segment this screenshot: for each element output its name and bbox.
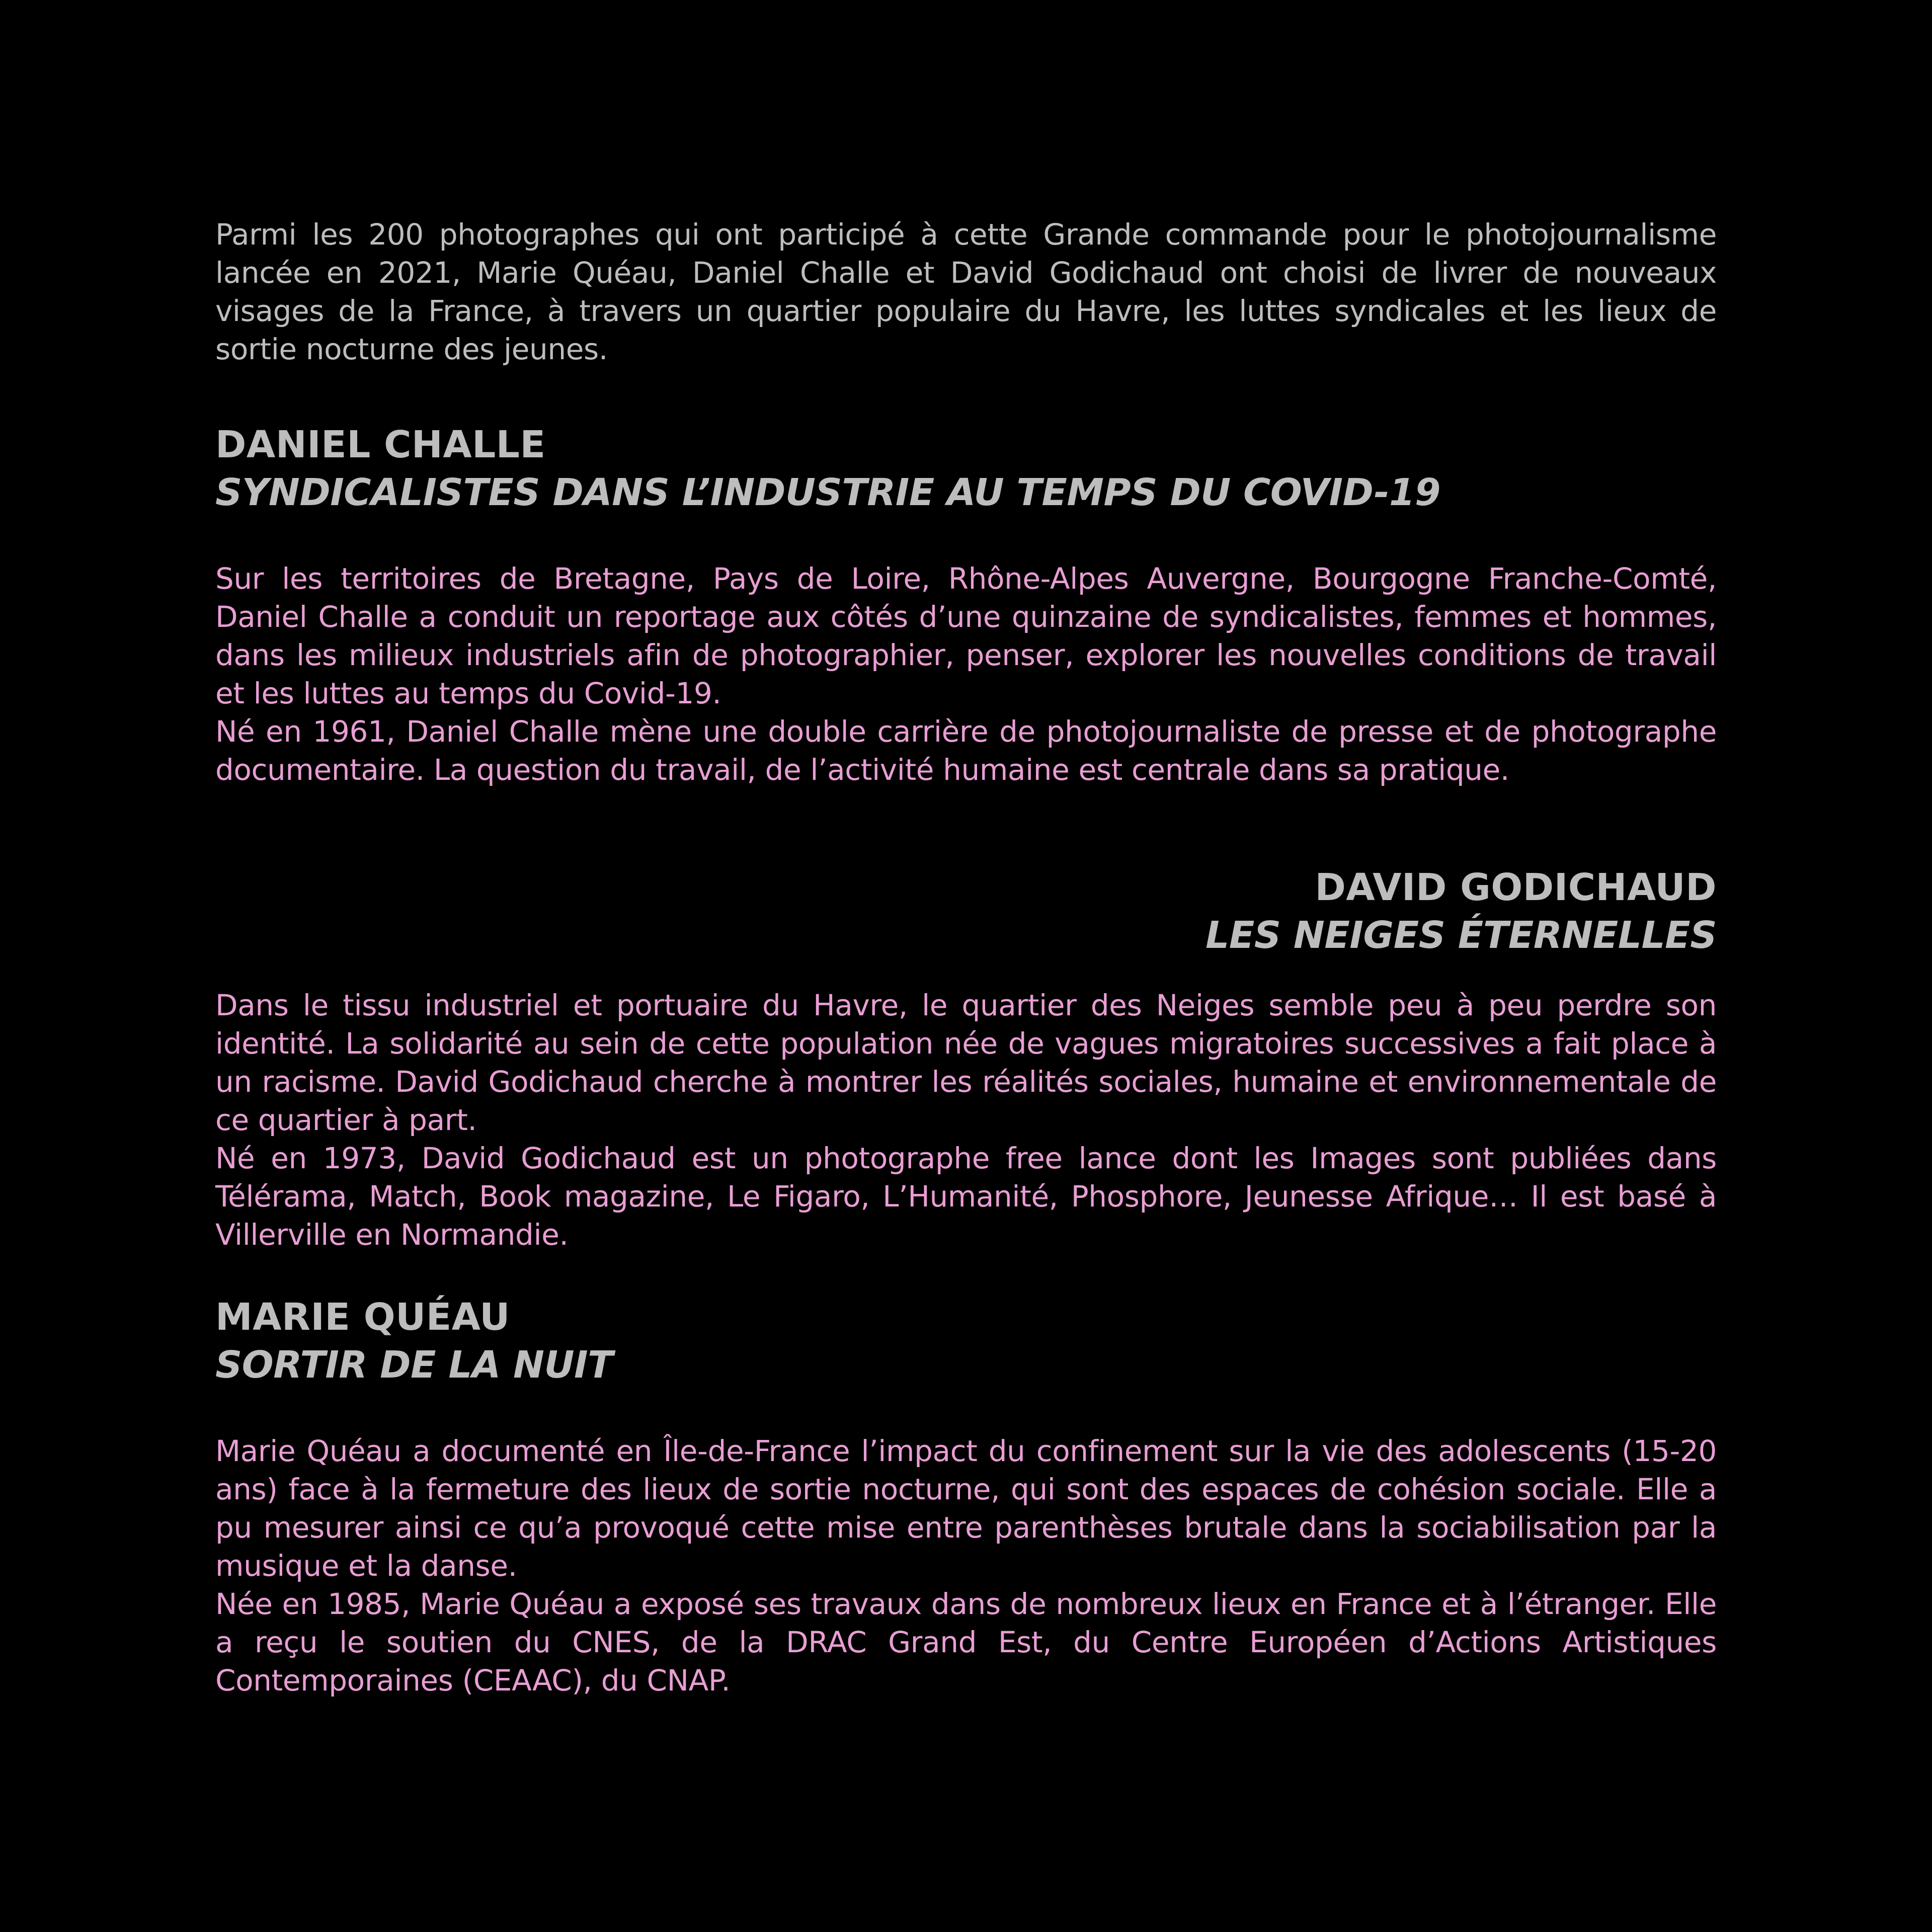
- section-marie-queau: [215, 1294, 1717, 1700]
- section-david-godichaud: [215, 864, 1717, 1254]
- section-daniel-challe: [215, 422, 1717, 789]
- description-paragraph: Sur les territoires de Bretagne, Pays de Loire, Rhône-Alpes Auvergne, Bourgogne Franche-Comté, Daniel Challe a conduit un reportage aux côtés d’une quinzaine de syndicalistes, femmes et hommes, dans les milieux industriels afin de photographier, penser, explorer les nouvelles conditions de travail et les luttes au temps du Covid-19.: [215, 561, 1717, 710]
- project-title: SORTIR DE LA NUIT: [215, 1343, 613, 1387]
- section-body: [215, 986, 1717, 1254]
- section-body: [215, 1432, 1717, 1700]
- biography-paragraph: Né en 1961, Daniel Challe mène une double carrière de photojournaliste de presse et de photographe documentaire. La question du travail, de l’activité humaine est centrale dans sa pratique.: [215, 714, 1717, 787]
- project-title: SYNDICALISTES DANS L’INDUSTRIE AU TEMPS DU COVID-19: [215, 471, 1440, 514]
- project-title: LES NEIGES ÉTERNELLES: [1205, 914, 1717, 957]
- description-paragraph: Marie Quéau a documenté en Île-de-France l’impact du confinement sur la vie des adolescents (15-20 ans) face à la fermeture des lieux de sortie nocturne, qui sont des espaces de cohésion sociale. Elle a pu mesurer ainsi ce qu’a provoqué cette mise entre parenthèses brutale dans la sociabilisation par la musique et la danse.: [215, 1434, 1717, 1583]
- intro-paragraph: Parmi les 200 photographes qui ont participé à cette Grande commande pour le photojournalisme lancée en 2021, Marie Quéau, Daniel Challe et David Godichaud ont choisi de livrer de nouveaux visages de la France, à travers un quartier populaire du Havre, les luttes syndicales et les lieux de sortie nocturne des jeunes.: [215, 217, 1717, 366]
- section-body: [215, 559, 1717, 789]
- biography-paragraph: Né en 1973, David Godichaud est un photographe free lance dont les Images sont publiées dans Télérama, Match, Book magazine, Le Figaro, L’Humanité, Phosphore, Jeunesse Afrique… Il est basé à Villerville en Normandie.: [215, 1141, 1717, 1252]
- biography-paragraph: Née en 1985, Marie Quéau a exposé ses travaux dans de nombreux lieux en France et à l’étranger. Elle a reçu le soutien du CNES, de la DRAC Grand Est, du Centre Européen d’Actions Artistiques Contemporaines (CEAAC), du CNAP.: [215, 1587, 1717, 1698]
- photographer-name: DAVID GODICHAUD: [1315, 866, 1717, 909]
- description-paragraph: Dans le tissu industriel et portuaire du Havre, le quartier des Neiges semble peu à peu perdre son identité. La solidarité au sein de cette population née de vagues migratoires successives a fait place à un racisme. David Godichaud cherche à montrer les réalités sociales, humaine et environnementale de ce quartier à part.: [215, 988, 1717, 1137]
- photographer-name: DANIEL CHALLE: [215, 423, 546, 466]
- photographer-name: MARIE QUÉAU: [215, 1296, 510, 1339]
- catalog-page: [215, 0, 1717, 1932]
